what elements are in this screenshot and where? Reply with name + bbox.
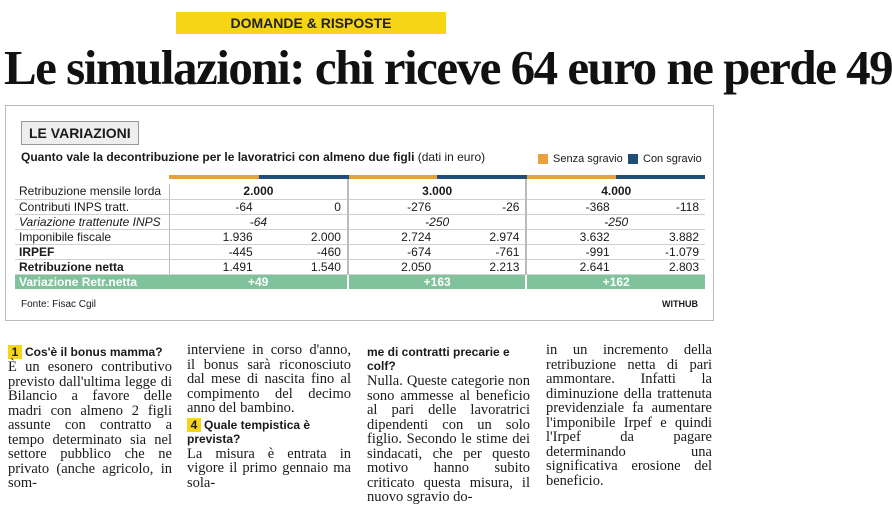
span-cell: +163 <box>348 274 527 289</box>
legend-without-label: Senza sgravio <box>553 153 623 165</box>
cell: -1.079 <box>616 244 705 259</box>
table-row <box>15 229 705 244</box>
cell: -26 <box>437 199 526 214</box>
cell: -64 <box>169 199 258 214</box>
answer-text: Nulla. Queste categorie non sono ammesse al beneficio al pari delle lavoratrici dipendenti con un solo figlio. Secondo le stime dei sindacati, che per questo motivo hanno subito criticato questa misura, il nuovo sgravio do- <box>367 373 530 505</box>
span-cell: +49 <box>169 274 348 289</box>
answer-text: La misura è entrata in vigore il primo gennaio ma sola- <box>187 445 351 491</box>
bar-with <box>616 177 705 184</box>
bar-without <box>526 177 615 184</box>
cell: 2.213 <box>437 259 526 274</box>
legend-without <box>538 153 623 165</box>
cell: 1.936 <box>169 229 258 244</box>
cell: -118 <box>616 199 705 214</box>
cell: -460 <box>259 244 348 259</box>
infographic-box <box>5 105 714 321</box>
bar-with <box>259 177 348 184</box>
question-text: Cos'è il bonus mamma? <box>25 345 163 359</box>
header-salary: 3.000 <box>348 184 527 199</box>
cell: 3.632 <box>526 229 615 244</box>
cell: 2.974 <box>437 229 526 244</box>
bar-without <box>348 177 437 184</box>
row-label: Contributi INPS tratt. <box>15 199 169 214</box>
summary-row <box>15 274 705 289</box>
article-column-3 <box>367 343 530 505</box>
cell: 1.540 <box>259 259 348 274</box>
cell: -674 <box>348 244 437 259</box>
cell: -276 <box>348 199 437 214</box>
article-column-2 <box>187 343 351 490</box>
question-1 <box>8 345 172 359</box>
span-cell: +162 <box>526 274 705 289</box>
data-table <box>15 175 705 289</box>
headline: Le simulazioni: chi riceve 64 euro ne perde 49 <box>4 40 892 95</box>
legend-swatch-blue <box>628 154 638 164</box>
color-bar-row <box>15 177 705 184</box>
answer-text: È un esonero contributivo previsto dall'ultima legge di Bilancio a favore delle madri con almeno 2 figli assunte con contratto a tempo determinato sia nel settore pubblico che ne privato (anche agricolo, in som- <box>8 359 172 491</box>
cell: 2.000 <box>259 229 348 244</box>
row-label: Variazione trattenute INPS <box>15 214 169 229</box>
legend-with-label: Con sgravio <box>643 153 702 165</box>
subtitle-unit: (dati in euro) <box>417 150 486 164</box>
legend-swatch-orange <box>538 154 548 164</box>
row-label: Variazione Retr.netta <box>15 274 169 289</box>
row-label: Retribuzione mensile lorda <box>15 184 169 199</box>
infographic-subtitle <box>21 150 485 164</box>
question-continued: me di contratti precarie e colf? <box>367 345 510 373</box>
answer-text: in un incremento della retribuzione netta di pari ammontare. Infatti la diminuzione della trattenuta previdenziale fa aumentare l'imponibile Irpef e quindi l'Irpef da pagare determinando una significativa erosione del beneficio. <box>546 342 712 489</box>
cell: -368 <box>526 199 615 214</box>
infographic-tag: LE VARIAZIONI <box>21 121 139 145</box>
cell: 0 <box>259 199 348 214</box>
table-header-row <box>15 184 705 199</box>
question-number: 4 <box>187 418 201 432</box>
cell: -991 <box>526 244 615 259</box>
cell: 2.641 <box>526 259 615 274</box>
table-row <box>15 214 705 229</box>
source-note: Fonte: Fisac Cgil <box>21 299 97 310</box>
cell: 2.050 <box>348 259 437 274</box>
table-row <box>15 244 705 259</box>
question-number: 1 <box>8 345 22 359</box>
article-column-4 <box>546 343 712 488</box>
cell: 2.803 <box>616 259 705 274</box>
table-row <box>15 259 705 274</box>
row-label: Retribuzione netta <box>15 259 169 274</box>
header-salary: 4.000 <box>526 184 705 199</box>
table-row <box>15 199 705 214</box>
cell: 3.882 <box>616 229 705 244</box>
answer-text: interviene in corso d'anno, il bonus sarà riconosciuto dal mese di nascita fino al compimento del decimo anno del bambino. <box>187 342 351 416</box>
bar-with <box>437 177 526 184</box>
cell: -445 <box>169 244 258 259</box>
section-kicker: DOMANDE & RISPOSTE <box>176 12 446 34</box>
article-column-1 <box>8 343 172 491</box>
subtitle-text: Quanto vale la decontribuzione per le lavoratrici con almeno due figli <box>21 150 415 164</box>
span-cell: -250 <box>526 214 705 229</box>
row-label: Imponibile fiscale <box>15 229 169 244</box>
span-cell: -64 <box>169 214 348 229</box>
cell: 2.724 <box>348 229 437 244</box>
legend-with <box>628 153 702 165</box>
cell: 1.491 <box>169 259 258 274</box>
bar-without <box>169 177 258 184</box>
cell: -761 <box>437 244 526 259</box>
span-cell: -250 <box>348 214 527 229</box>
question-text: Quale tempistica è prevista? <box>187 417 311 446</box>
brand-logo: WITHUB <box>662 299 698 309</box>
row-label: IRPEF <box>15 244 169 259</box>
question-4 <box>187 418 351 446</box>
header-salary: 2.000 <box>169 184 348 199</box>
